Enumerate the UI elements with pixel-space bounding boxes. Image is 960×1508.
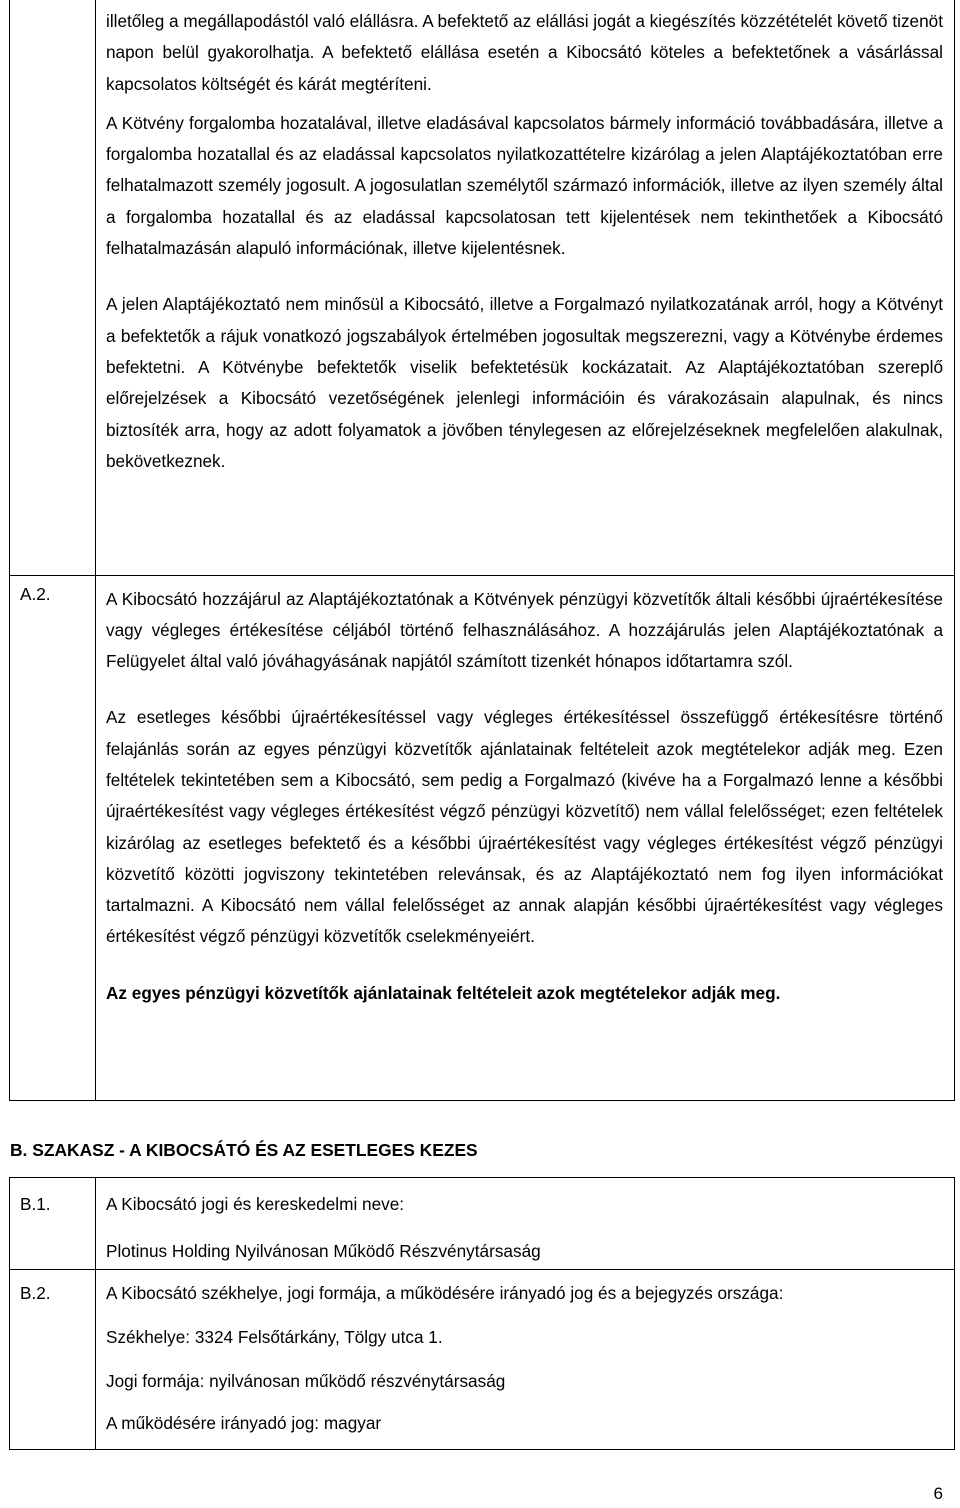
row-a2 <box>10 575 955 1101</box>
section-a-table <box>9 0 955 1101</box>
paragraph-a2-bold: Az egyes pénzügyi közvetítők ajánlatainak feltételeit azok megtételekor adják meg. <box>106 982 781 1003</box>
paragraph-a2-2: Az esetleges későbbi újraértékesítéssel vagy végleges értékesítéssel összefüggő értékesítésre történő felajánlás során az egyes pénzügyi közvetítők ajánlatainak feltételeit azok megtételekor adják meg. Ezen feltételek tekintetében sem a Kibocsátó, sem pedig a Forgalmazó (kivéve ha a Forgalmazó lenne a későbbi újraértékesítést vagy végleges értékesítést végző pénzügyi közvetítő) nem vállal felelősséget; ezen feltételek kizárólag az esetleges befektető és a későbbi újraértékesítést vagy végleges értékesítést végző pénzügyi közvetítő közötti jogviszony tekintetében relevánsak, és az Alaptájékoztató nem fog ilyen információkat tartalmazni. A Kibocsátó nem vállal felelősséget az annak alapján későbbi újraértékesítést vagy végleges értékesítést végző pénzügyi közvetítők cselekményeiért. <box>106 707 943 947</box>
paragraph-a1-2: A Kötvény forgalomba hozatalával, illetve eladásával kapcsolatos bármely információ továbbadására, illetve a forgalomba hozatallal és az eladással kapcsolatos nyilatkozattételre kizárólag a jelen Alaptájékoztatóban erre felhatalmazott személy jogosult. A jogosulatlan személytől származó információk, illetve az ilyen személy által a forgalomba hozatallal és az eladással kapcsolatosan tett kijelentések nem tekinthetőek a Kibocsátó felhatalmazásán alapuló információnak, illetve kijelentésnek. <box>106 112 943 259</box>
row-a1 <box>10 0 955 575</box>
row-a1-number <box>10 0 96 575</box>
row-b2-seat: Székhelye: 3324 Felsőtárkány, Tölgy utca 1. <box>106 1327 443 1347</box>
row-b1-number: B.1. <box>10 1178 96 1270</box>
row-b1-content <box>96 1178 955 1270</box>
row-a1-content <box>96 0 955 575</box>
row-a2-number: A.2. <box>10 575 96 1101</box>
paragraph-a1-1: illetőleg a megállapodástól való elállásra. A befektető az elállási jogát a kiegészítés közzétételét követő tizenöt napon belül gyakorolhatja. A befektető elállása esetén a Kibocsátó köteles a befektetőnek a vásárlással kapcsolatos költségét és kárát megtéríteni. <box>106 11 943 94</box>
row-a2-content <box>96 575 955 1101</box>
row-b2-governing-law: A működésére irányadó jog: magyar <box>106 1413 382 1433</box>
page-number: 6 <box>933 1484 943 1503</box>
row-b2-content <box>96 1270 955 1450</box>
row-b1-value: Plotinus Holding Nyilvánosan Működő Részvénytársaság <box>106 1241 541 1261</box>
section-b-heading: B. SZAKASZ - A KIBOCSÁTÓ ÉS AZ ESETLEGES KEZES <box>10 1140 478 1160</box>
row-b2 <box>10 1270 955 1450</box>
row-b1 <box>10 1178 955 1270</box>
row-b2-legal-form: Jogi formája: nyilvánosan működő részvénytársaság <box>106 1371 506 1391</box>
section-b-table <box>9 1177 955 1450</box>
paragraph-a2-1: A Kibocsátó hozzájárul az Alaptájékoztatónak a Kötvények pénzügyi közvetítők általi későbbi újraértékesítése vagy végleges értékesítése céljából történő felhasználásához. A hozzájárulás jelen Alaptájékoztatónak a Felügyelet által való jóváhagyásának napjától számított tizenkét hónapos időtartamra szól. <box>106 588 943 672</box>
row-b2-number: B.2. <box>10 1270 96 1450</box>
row-b2-label: A Kibocsátó székhelye, jogi formája, a működésére irányadó jog és a bejegyzés országa: <box>106 1283 784 1303</box>
paragraph-a1-3: A jelen Alaptájékoztató nem minősül a Kibocsátó, illetve a Forgalmazó nyilatkozatának arról, hogy a Kötvényt a befektetők a rájuk vonatkozó jogszabályok értelmében jogosultak megszerezni, vagy a Kötvénybe érdemes befektetni. A Kötvénybe befektetők viselik befektetésük kockázatait. Az Alaptájékoztatóban szereplő előrejelzések a Kibocsátó vezetőségének jelenlegi információin és várakozásain alapulnak, és nincs biztosíték arra, hogy az adott folyamatok a jövőben ténylegesen az előrejelzéseknek megfelelően alakulnak, bekövetkeznek. <box>106 294 943 471</box>
row-b1-label: A Kibocsátó jogi és kereskedelmi neve: <box>106 1194 405 1214</box>
